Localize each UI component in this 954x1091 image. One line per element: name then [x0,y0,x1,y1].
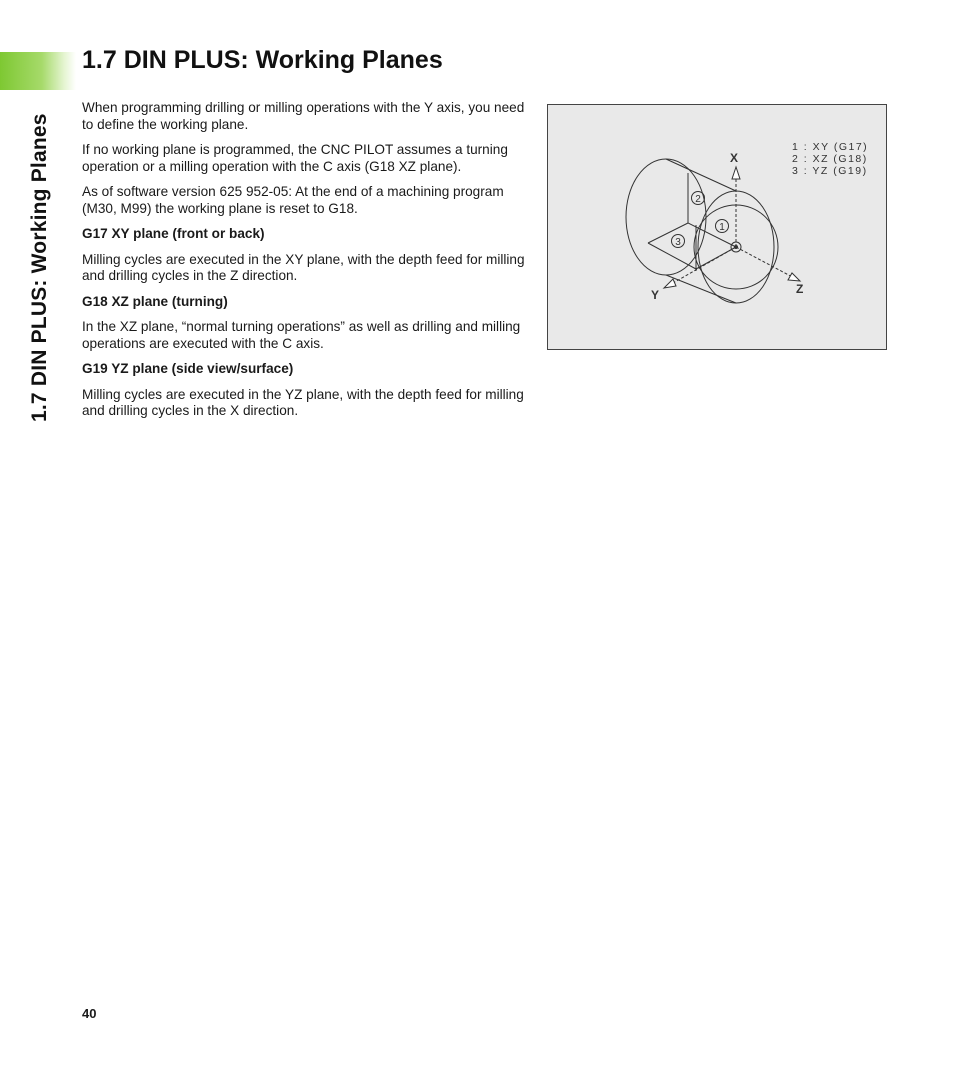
heading-g18: G18 XZ plane (turning) [82,293,228,309]
page-title: 1.7 DIN PLUS: Working Planes [82,46,443,74]
plane-yz-lower [648,243,736,269]
y-axis-arrow [664,279,676,288]
plane-yz-outline [648,223,688,243]
cylinder-back-ellipse [626,159,706,275]
cylinder-bottom-edge [666,275,736,303]
heading-g17: G17 XY plane (front or back) [82,226,265,241]
paragraph-g19: Milling cycles are executed in the YZ plane, with the depth feed for milling and drilling cycles in the X direction. [82,386,524,418]
chapter-sidebar-text: 1.7 DIN PLUS: Working Planes [28,113,51,422]
paragraph-software-version: As of software version 625 952-05: At the end of a machining program (M30, M99) the working plane is reset to G18. [82,184,504,216]
marker-2-label: 2 [695,194,701,205]
paragraph-default-plane: If no working plane is programmed, the CNC PILOT assumes a turning operation or a milling operation with the C axis (G18 XZ plane). [82,142,508,174]
origin-dot [735,246,738,249]
marker-3-label: 3 [675,237,681,248]
paragraph-g18: In the XZ plane, “normal turning operations” as well as drilling and milling operations are executed with the C axis. [82,319,521,351]
legend-line-1: 1 : XY (G17) [792,141,869,153]
chapter-tab [0,52,76,90]
axis-y-label: Y [651,288,660,302]
working-planes-figure [547,104,887,350]
axis-z-label: Z [796,282,804,296]
paragraph-g17: Milling cycles are executed in the XY plane, with the depth feed for milling and drilling cycles in the Z direction. [82,251,525,283]
cylinder-top-edge [666,159,736,191]
heading-g19: G19 YZ plane (side view/surface) [82,361,294,376]
page-number: 40 [82,1006,97,1021]
marker-1-label: 1 [719,222,725,233]
working-planes-diagram [548,105,886,349]
x-axis-arrow [732,167,740,179]
axis-x-label: X [730,151,739,165]
z-axis-arrow [788,273,800,281]
main-text-column [82,100,532,429]
legend-line-2: 2 : XZ (G18) [792,153,868,165]
y-axis-line [666,247,736,287]
legend-line-3: 3 : YZ (G19) [792,165,868,177]
paragraph-intro: When programming drilling or milling operations with the Y axis, you need to define the working plane. [82,100,525,132]
